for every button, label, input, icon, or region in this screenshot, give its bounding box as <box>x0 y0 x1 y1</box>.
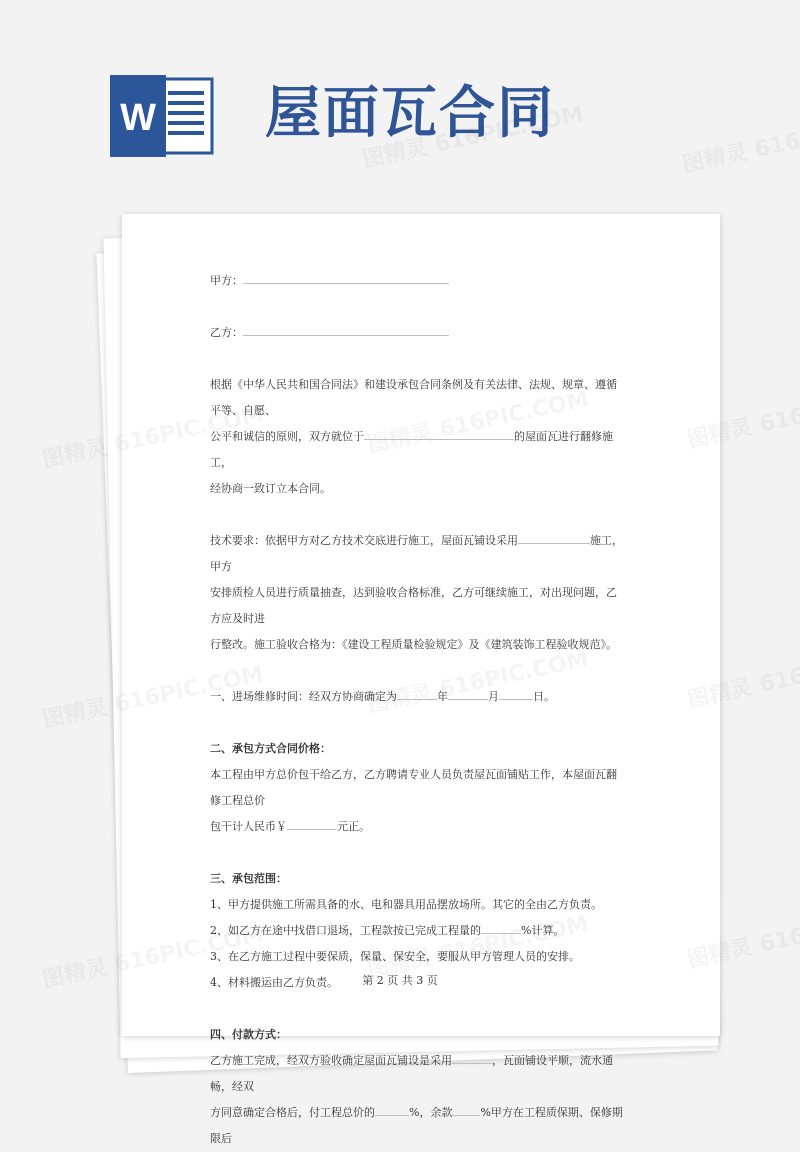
section-3-item-1: 1、甲方提供施工所需具备的水、电和器具用品摆放场所。其它的全由乙方负责。 <box>210 898 602 911</box>
section-4-line-1: 乙方施工完成，经双方验收确定屋面瓦铺设是采用 ，瓦面铺设平顺，流水通畅，经双 <box>210 1048 626 1100</box>
word-icon <box>110 75 218 157</box>
section-3-item-3: 3、在乙方施工过程中要保质，保量、保安全，要服从甲方管理人员的安排。 <box>210 950 580 963</box>
watermark <box>679 102 800 179</box>
tech-line-1: 技术要求：依据甲方对乙方技术交底进行施工，屋面瓦铺设采用 施工，甲方 <box>210 528 626 580</box>
party-a-blank <box>243 269 449 284</box>
location-blank <box>364 425 514 440</box>
percent-blank <box>481 919 521 934</box>
page-title: 屋面瓦合同 <box>265 80 555 146</box>
section-1-line: 一、进场维修时间：经双方协商确定为 年 月 日。 <box>210 684 626 710</box>
intro-line-1: 根据《中华人民共和国合同法》和建设承包合同条例及有关法律、法规、规章、遵循平等、自愿、 <box>210 378 617 417</box>
section-4-line-2: 方同意确定合格后，付工程总价的 %，余款 %甲方在工程质保期、保修期限后 <box>210 1100 626 1152</box>
party-a-line <box>210 268 626 294</box>
section-2-line-2: 包干计人民币￥ 元正。 <box>210 814 626 840</box>
section-3-heading: 三、承包范围： <box>210 872 287 885</box>
party-b-blank <box>243 321 449 336</box>
section-2-heading: 二、承包方式合同价格： <box>210 742 331 755</box>
section-3-item-4: 4、材料搬运由乙方负责。 <box>210 976 338 989</box>
tech-line-3: 行整改。施工验收合格为：《建设工程质量检验规定》及《建筑装饰工程验收规范》。 <box>210 638 617 651</box>
price-blank <box>287 815 337 830</box>
tech-line-2: 安排质检人员进行质量抽查，达到验收合格标准，乙方可继续施工，对出现问题，乙方应及时进 <box>210 586 617 625</box>
intro-line-2: 公平和诚信的原则，双方就位于 的屋面瓦进行翻修施工， <box>210 424 626 476</box>
section-3-item-2: 2、如乙方在途中找借口退场，工程款按已完成工程量的 %计算。 <box>210 918 626 944</box>
party-a-label: 甲方： <box>210 274 243 287</box>
section-4-heading: 四、付款方式： <box>210 1028 287 1041</box>
method-blank <box>518 529 590 544</box>
page-number: 第 2 页 共 3 页 <box>362 974 438 987</box>
contract-body <box>210 268 626 1152</box>
section-2-line-1: 本工程由甲方总价包干给乙方，乙方聘请专业人员负责屋瓦面铺贴工作，本屋面瓦翻修工程总价 <box>210 768 617 807</box>
party-b-label: 乙方： <box>210 326 243 339</box>
intro-line-3: 经协商一致订立本合同。 <box>210 482 331 495</box>
party-b-line <box>210 320 626 346</box>
word-icon-letter: W <box>120 97 156 139</box>
